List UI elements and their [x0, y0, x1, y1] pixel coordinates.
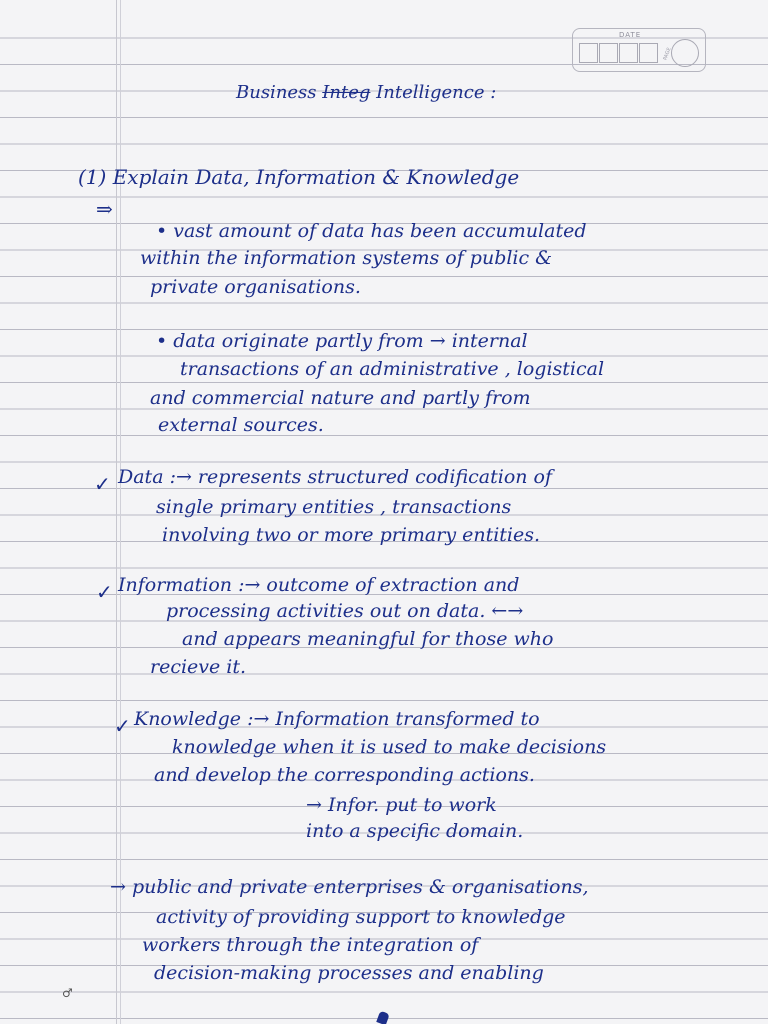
checkmark-icon: ✓ — [94, 472, 111, 496]
text-line: Knowledge :→ Information transformed to — [134, 708, 540, 730]
text-line: Information :→ outcome of extraction and — [118, 574, 520, 596]
text-line: recieve it. — [150, 656, 247, 678]
date-cell — [619, 43, 638, 63]
title-word: Business — [236, 82, 317, 103]
title-word: Intelligence : — [376, 82, 497, 103]
question-heading: (1) Explain Data, Information & Knowledge — [78, 165, 520, 189]
text-line: workers through the integration of — [142, 934, 479, 956]
text-line: and appears meaningful for those who — [182, 628, 554, 650]
text-line: external sources. — [158, 414, 324, 436]
text-line: • data originate partly from → internal — [156, 330, 528, 352]
date-cell — [579, 43, 598, 63]
text-line: knowledge when it is used to make decisions — [172, 736, 607, 758]
text-line: single primary entities , transactions — [156, 496, 512, 518]
struck-word: Integ — [322, 82, 371, 103]
date-stamp — [572, 28, 706, 72]
text-line: and develop the corresponding actions. — [154, 764, 535, 786]
text-line: • vast amount of data has been accumulated — [156, 220, 587, 242]
text-line: private organisations. — [150, 276, 361, 298]
checkmark-icon: ✓ — [114, 714, 131, 738]
text-line: activity of providing support to knowledge — [156, 906, 566, 928]
text-line: involving two or more primary entities. — [162, 524, 541, 546]
date-label: DATE — [619, 31, 642, 39]
arrow-icon: ⇒ — [96, 197, 113, 221]
text-line: decision-making processes and enabling — [154, 962, 544, 984]
text-line: → Infor. put to work — [306, 794, 497, 816]
text-line: and commercial nature and partly from — [150, 387, 531, 409]
pen-mark — [376, 1011, 390, 1024]
margin-line — [120, 0, 121, 1024]
page-title — [236, 82, 496, 104]
page-number-circle — [671, 39, 699, 67]
date-cell — [639, 43, 658, 63]
text-line: into a specific domain. — [306, 820, 524, 842]
margin-line — [116, 0, 117, 1024]
page-label: PAGE — [662, 46, 673, 62]
date-cell — [599, 43, 618, 63]
checkmark-icon: ✓ — [96, 580, 113, 604]
text-line: processing activities out on data. ←→ — [166, 600, 524, 622]
corner-mark-icon: ♂ — [62, 986, 73, 1000]
text-line: → public and private enterprises & organisations, — [110, 876, 589, 898]
text-line: transactions of an administrative , logistical — [180, 358, 605, 380]
text-line: Data :→ represents structured codification of — [118, 466, 553, 488]
text-line: within the information systems of public & — [140, 247, 553, 269]
